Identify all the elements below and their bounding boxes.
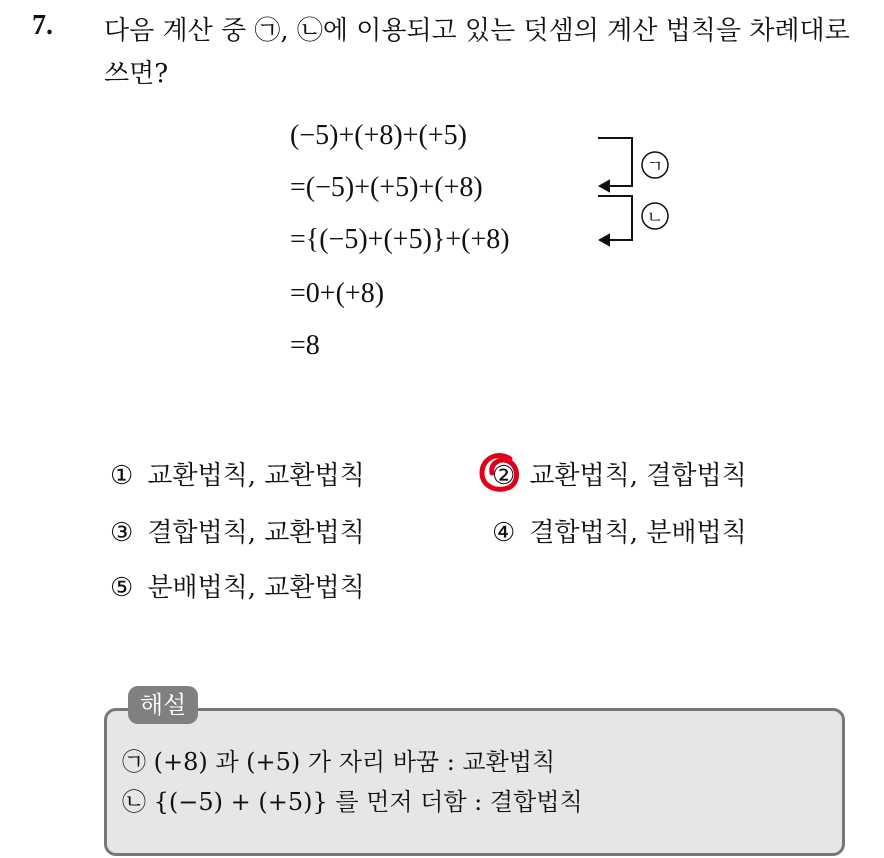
calc-step-2: =(−5)+(+5)+(+8): [290, 172, 483, 203]
choice-5-number: ⑤: [110, 573, 134, 603]
choice-3-number: ③: [110, 518, 134, 548]
choice-1-text: 교환법칙, 교환법칙: [147, 461, 365, 491]
question-text: 다음 계산 중 ㉠, ㉡에 이용되고 있는 덧셈의 계산 법칙을 차례대로 쓰면?: [104, 16, 850, 89]
choice-5[interactable]: [110, 567, 365, 604]
choice-4-number: ④: [492, 518, 516, 548]
choice-2-number: ②: [492, 461, 516, 491]
solution-line-2: ㉡ {(−5) + (+5)} 를 먼저 더함 : 결합법칙: [122, 788, 583, 816]
choice-2[interactable]: [492, 455, 747, 492]
calc-step-4: =0+(+8): [290, 278, 385, 309]
choice-4-text: 결합법칙, 분배법칙: [529, 518, 747, 548]
answer-mark: [476, 449, 522, 495]
choice-2-text: 교환법칙, 결합법칙: [529, 461, 747, 491]
question-number: 7.: [32, 10, 53, 41]
calc-step-1: (−5)+(+8)+(+5): [290, 120, 467, 151]
choice-5-text: 분배법칙, 교환법칙: [147, 573, 365, 603]
choice-3[interactable]: [110, 512, 365, 549]
arrow-b: [598, 196, 632, 245]
choice-1-number: ①: [110, 461, 134, 491]
solution-tab: 해설: [128, 686, 198, 724]
label-b: ㄴ: [646, 208, 664, 228]
solution-line-1: ㉠ (+8) 과 (+5) 가 자리 바꿈 : 교환법칙: [122, 748, 556, 776]
arrow-a: [598, 138, 632, 191]
choice-1[interactable]: [110, 455, 365, 492]
choice-4[interactable]: [492, 512, 747, 549]
calc-step-5: =8: [290, 330, 320, 361]
label-a: ㄱ: [646, 157, 664, 177]
calc-step-3: ={(−5)+(+5)}+(+8): [290, 224, 510, 255]
choice-3-text: 결합법칙, 교환법칙: [147, 518, 365, 548]
step-arrows: [0, 0, 884, 400]
